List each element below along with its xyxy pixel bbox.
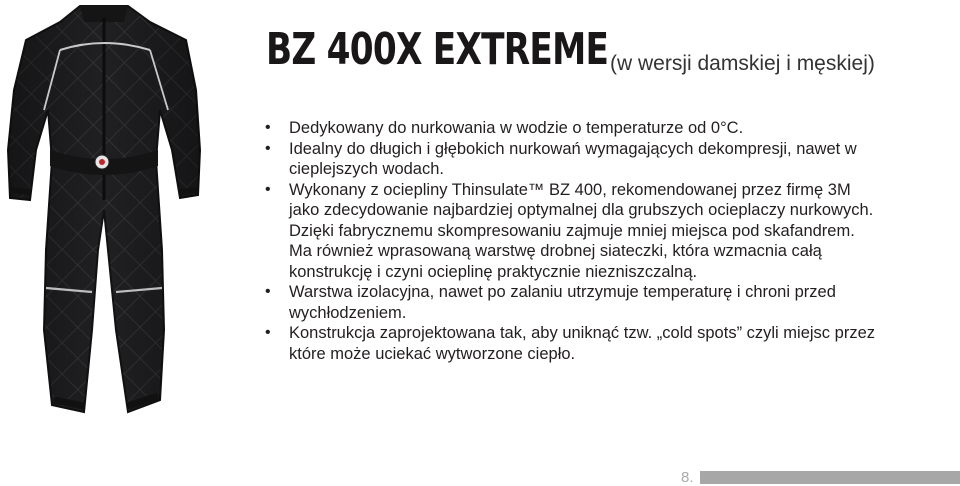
undersuit-image [0,0,210,420]
feature-item: • Idealny do długich i głębokich nurkowań wymagających dekompresji, nawet w cieplejszych wodach. [262,139,882,180]
product-subtitle: (w wersji damskiej i męskiej) [610,52,875,75]
footer-bar [700,471,960,484]
feature-item: • Wykonany z ociepliny Thinsulate™ BZ 400, rekomendowanej przez firmę 3M jako zdecydowanie najbardziej optymalnej dla grubszych ocieplaczy nurkowych. Dzięki fabrycznemu skompresowaniu zajmuje mniej miejsca pod skafandrem. Ma również wprasowaną warstwę drobnej siateczki, która wzmacnia całą konstrukcję i czyni ocieplinę praktycznie niezniszczalną. [262,180,882,283]
feature-item: • Konstrukcja zaprojektowana tak, aby uniknąć tzw. „cold spots” czyli miejsc przez które może uciekać wytworzone ciepło. [262,323,882,364]
product-title-row [266,24,875,75]
feature-item: • Dedykowany do nurkowania w wodzie o temperaturze od 0°C. [262,118,882,139]
page-number: 8. [681,469,694,486]
feature-item: • Warstwa izolacyjna, nawet po zalaniu utrzymuje temperaturę i chroni przed wychłodzeniem. [262,282,882,323]
feature-list [262,118,882,364]
product-title: BZ 400X EXTREME [266,24,609,75]
